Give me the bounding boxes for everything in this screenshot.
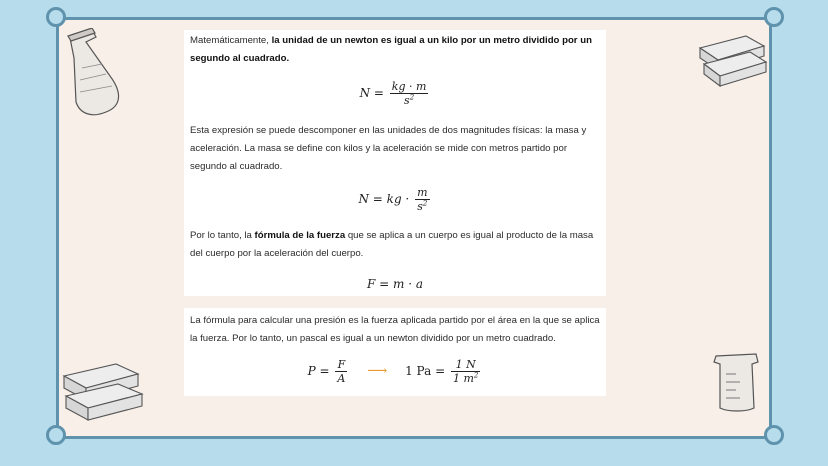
paragraph-text: que se aplica a un cuerpo es igual al producto de la masa del cuerpo por la aceleración del cuerpo. bbox=[190, 230, 594, 259]
fraction bbox=[335, 358, 347, 385]
fraction bbox=[415, 186, 429, 213]
exponent: 2 bbox=[473, 371, 479, 380]
fraction-numerator: 1 N bbox=[451, 358, 480, 372]
paragraph-newton-definition bbox=[190, 32, 600, 68]
fraction-denominator bbox=[415, 200, 429, 213]
fraction-denominator: A bbox=[337, 372, 346, 385]
paragraph-text: Por lo tanto, la bbox=[190, 230, 255, 241]
fraction-numerator: kg · m bbox=[391, 80, 427, 93]
frame-corner bbox=[764, 425, 784, 445]
formula-force: F = m · a bbox=[367, 277, 423, 291]
fraction-denominator bbox=[451, 372, 480, 385]
bold-text: la unidad de un newton es igual a un kilo por un metro dividido por un segundo al cuadrado. bbox=[190, 35, 592, 64]
books-icon bbox=[60, 360, 146, 426]
fraction bbox=[451, 358, 480, 385]
formula-lhs: N = kg · bbox=[358, 192, 410, 206]
formula-pressure bbox=[184, 358, 606, 385]
formula-lhs: N = bbox=[359, 86, 384, 100]
frame-corner bbox=[46, 7, 66, 27]
fraction-numerator: F bbox=[335, 358, 347, 372]
frame-corner bbox=[46, 425, 66, 445]
paragraph-force-formula bbox=[190, 227, 600, 263]
beaker-icon bbox=[706, 350, 766, 414]
fraction bbox=[390, 80, 429, 107]
formula-lhs: P = bbox=[307, 364, 330, 378]
flask-icon bbox=[62, 28, 140, 118]
frame-corner bbox=[764, 7, 784, 27]
denominator-base: 1 m bbox=[452, 372, 474, 385]
paragraph-pressure: La fórmula para calcular una presión es la fuerza aplicada partido por el área en la que se aplica la fuerza. Por lo tanto, un pascal es igual a un newton dividido por un metro cuadrado. bbox=[190, 315, 600, 344]
paragraph-decomposition: Esta expresión se puede descomponer en las unidades de dos magnitudes físicas: la masa y aceleración. La masa se define con kilos y la aceleración se mide con metros partido por segundo al cuadrado. bbox=[190, 125, 587, 172]
exponent: 2 bbox=[409, 93, 415, 102]
denominator-base: s bbox=[417, 200, 423, 213]
paragraph-text: Matemáticamente, bbox=[190, 35, 272, 46]
arrow-icon: ⟶ bbox=[367, 363, 388, 379]
content-panel bbox=[184, 308, 606, 396]
fraction-denominator bbox=[390, 94, 429, 107]
formula-lhs: 1 Pa = bbox=[405, 364, 446, 378]
exponent: 2 bbox=[422, 199, 428, 208]
formula-newton-units bbox=[184, 80, 606, 107]
bold-text: fórmula de la fuerza bbox=[254, 230, 346, 241]
content-panel bbox=[184, 30, 606, 296]
formula-newton-mass-acceleration bbox=[184, 186, 606, 213]
denominator-base: s bbox=[404, 94, 410, 107]
fraction-numerator: m bbox=[417, 186, 428, 199]
books-icon bbox=[696, 30, 768, 92]
